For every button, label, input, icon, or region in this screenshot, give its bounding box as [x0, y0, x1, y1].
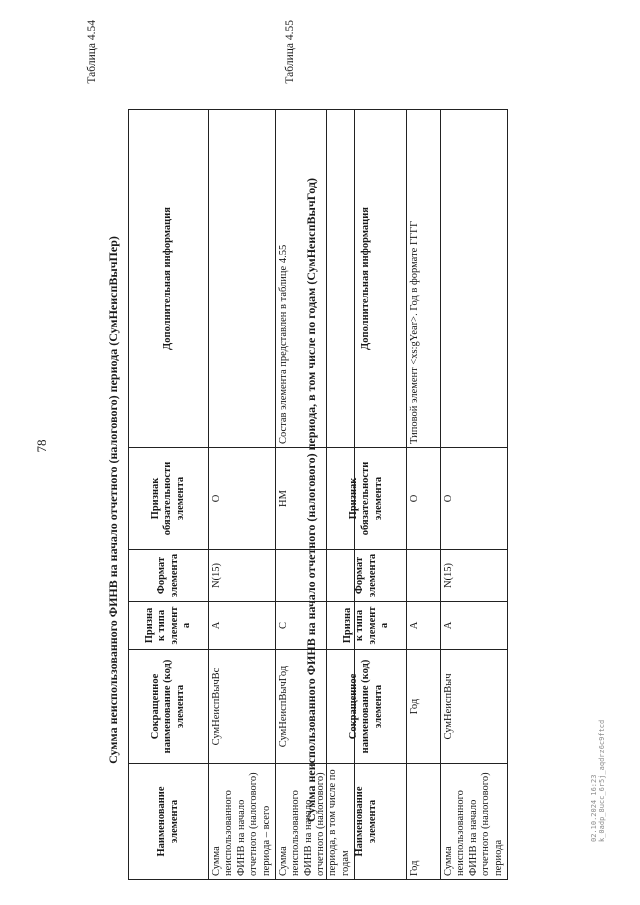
- header-required: Признак обязательности элемента: [327, 448, 407, 550]
- cell-format: N(15): [209, 550, 276, 602]
- table-label: Таблица 4.55: [284, 20, 296, 84]
- table-row: [209, 110, 276, 880]
- stamp-line-date: 02.10.2024 16:23: [590, 774, 598, 842]
- table-4-55-block: [284, 20, 508, 880]
- cell-code: Год: [407, 650, 441, 764]
- header-format: Формат элемента: [129, 550, 209, 602]
- table-title: Сумма неиспользованного ФИНВ на начало отчетного (налогового) периода, в том числе по годам (СумНеиспВычГод): [304, 178, 318, 822]
- cell-required: О: [209, 448, 276, 550]
- cell-info: [441, 110, 508, 448]
- cell-type: С: [275, 602, 354, 650]
- cell-required: О: [441, 448, 508, 550]
- table-label: Таблица 4.54: [86, 20, 98, 84]
- table-header-row: [327, 110, 407, 880]
- cell-name: Сумма неиспользованного ФИНВ на начало отчетного (налогового) периода, в том числе по годам: [275, 764, 354, 880]
- cell-code: СумНеиспВычГод: [275, 650, 354, 764]
- cell-format: [407, 550, 441, 602]
- cell-type: А: [407, 602, 441, 650]
- cell-name: Сумма неиспользованного ФИНВ на начало отчетного (налогового) периода: [441, 764, 508, 880]
- cell-required: О: [407, 448, 441, 550]
- header-name: Наименование элемента: [327, 764, 407, 880]
- header-info: Дополнительная информация: [327, 110, 407, 448]
- cell-required: НМ: [275, 448, 354, 550]
- cell-type: А: [441, 602, 508, 650]
- cell-name: Год: [407, 764, 441, 880]
- stamp-line-id: k_0adp_8ucc_6r5j_aqdrz6c9ftcd: [598, 719, 607, 842]
- cell-code: СумНеиспВычВс: [209, 650, 276, 764]
- cell-info: [209, 110, 276, 448]
- header-format: Формат элемента: [327, 550, 407, 602]
- page-number: 78: [34, 439, 49, 453]
- header-code: Сокращенное наименование (код) элемента: [129, 650, 209, 764]
- header-type: Признак типа элемента: [129, 602, 209, 650]
- table-row: [407, 110, 441, 880]
- table-4-55: [326, 109, 508, 880]
- table-header-row: [129, 110, 209, 880]
- header-info: Дополнительная информация: [129, 110, 209, 448]
- cell-name: Сумма неиспользованного ФИНВ на начало отчетного (налогового) периода – всего: [209, 764, 276, 880]
- cell-info: Состав элемента представлен в таблице 4.55: [275, 110, 354, 448]
- header-type: Признак типа элемента: [327, 602, 407, 650]
- header-required: Признак обязательности элемента: [129, 448, 209, 550]
- header-name: Наименование элемента: [129, 764, 209, 880]
- header-code: Сокращенное наименование (код) элемента: [327, 650, 407, 764]
- table-title: Сумма неиспользованного ФИНВ на начало отчетного (налогового) периода (СумНеиспВычПер): [106, 236, 120, 764]
- cell-type: А: [209, 602, 276, 650]
- cell-code: СумНеиспВыч: [441, 650, 508, 764]
- cell-info: Типовой элемент <xs:gYear>. Год в формате ГГГГ: [407, 110, 441, 448]
- cell-format: N(15): [441, 550, 508, 602]
- document-stamp: [590, 720, 607, 842]
- table-row: [441, 110, 508, 880]
